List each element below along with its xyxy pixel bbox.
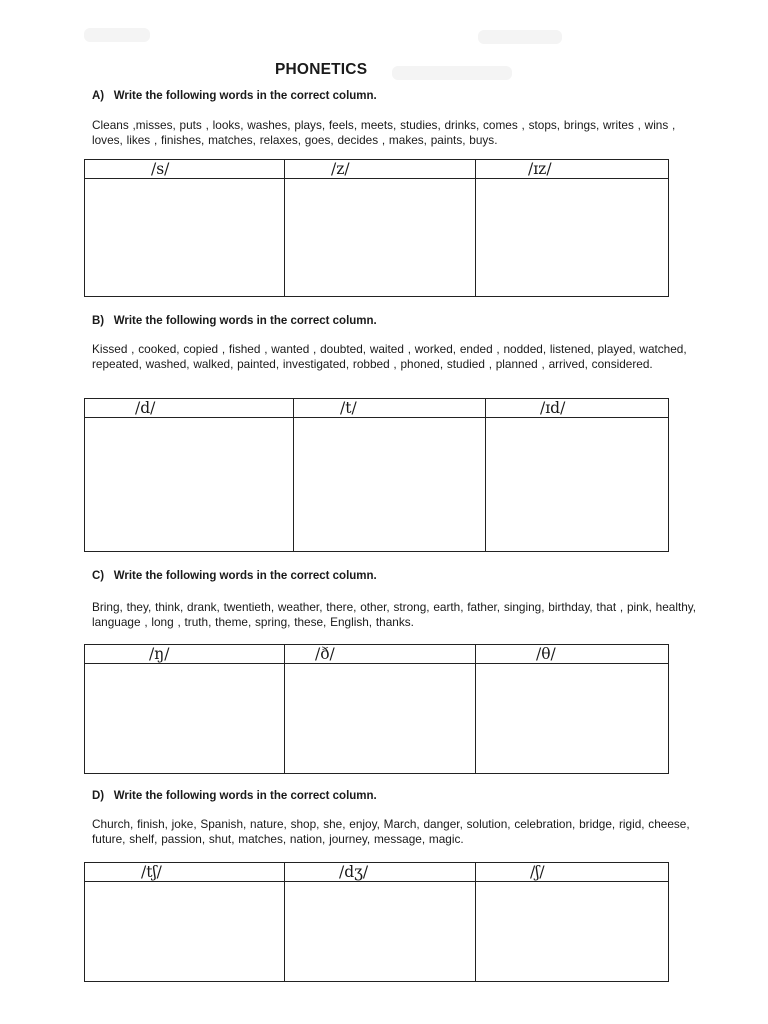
column-header: /z/ <box>285 160 476 179</box>
answer-cell[interactable] <box>85 882 285 982</box>
table-header-row <box>85 863 669 882</box>
word-list-b: Kissed , cooked, copied , fished , wanted , doubted, waited , worked, ended , nodded, listened, played, watched, repeated, washed, walked, painted, investigated, robbed , phoned, studied , planned , arrived, considered. <box>92 342 687 371</box>
answer-table-d <box>84 862 669 982</box>
word-list-d: Church, finish, joke, Spanish, nature, shop, she, enjoy, March, danger, solution, celebration, bridge, rigid, cheese, future, shelf, passion, shut, matches, nation, journey, message, magic. <box>92 817 690 846</box>
answer-row <box>85 418 669 552</box>
answer-row <box>85 664 669 774</box>
answer-row <box>85 882 669 982</box>
scan-smudge <box>84 28 150 42</box>
column-header: /dʒ/ <box>285 863 476 882</box>
answer-cell[interactable] <box>85 418 294 552</box>
answer-cell[interactable] <box>85 179 285 297</box>
column-header: /s/ <box>85 160 285 179</box>
column-header: /d/ <box>85 399 294 418</box>
answer-cell[interactable] <box>476 882 669 982</box>
column-header: /ŋ/ <box>85 645 285 664</box>
answer-cell[interactable] <box>285 664 476 774</box>
column-header: /t/ <box>294 399 486 418</box>
answer-cell[interactable] <box>285 882 476 982</box>
column-header: /tʃ/ <box>85 863 285 882</box>
instruction-a: A) Write the following words in the correct column. <box>92 90 377 102</box>
answer-cell[interactable] <box>486 418 669 552</box>
answer-table-b <box>84 398 669 552</box>
answer-cell[interactable] <box>285 179 476 297</box>
word-list-c: Bring, they, think, drank, twentieth, weather, there, other, strong, earth, father, singing, birthday, that , pink, healthy, language , long , truth, theme, spring, these, English, thanks. <box>92 600 697 629</box>
column-header: /ʃ/ <box>476 863 669 882</box>
column-header: /ɪz/ <box>476 160 669 179</box>
instruction-c: C) Write the following words in the correct column. <box>92 570 377 582</box>
answer-cell[interactable] <box>476 179 669 297</box>
table-header-row <box>85 160 669 179</box>
answer-cell[interactable] <box>476 664 669 774</box>
word-list-a: Cleans ,misses, puts , looks, washes, plays, feels, meets, studies, drinks, comes , stops, brings, writes , wins , loves, likes , finishes, matches, relaxes, goes, decides , makes, paints, buys. <box>92 118 676 147</box>
instruction-b: B) Write the following words in the correct column. <box>92 315 377 327</box>
answer-cell[interactable] <box>85 664 285 774</box>
answer-row <box>85 179 669 297</box>
table-header-row <box>85 645 669 664</box>
column-header: /ɪd/ <box>486 399 669 418</box>
answer-cell[interactable] <box>294 418 486 552</box>
instruction-d: D) Write the following words in the correct column. <box>92 790 377 802</box>
scan-smudge <box>478 30 562 44</box>
scan-smudge <box>392 66 512 80</box>
answer-table-a <box>84 159 669 297</box>
answer-table-c <box>84 644 669 774</box>
column-header: /θ/ <box>476 645 669 664</box>
page-title: PHONETICS <box>275 61 368 78</box>
column-header: /ð/ <box>285 645 476 664</box>
table-header-row <box>85 399 669 418</box>
